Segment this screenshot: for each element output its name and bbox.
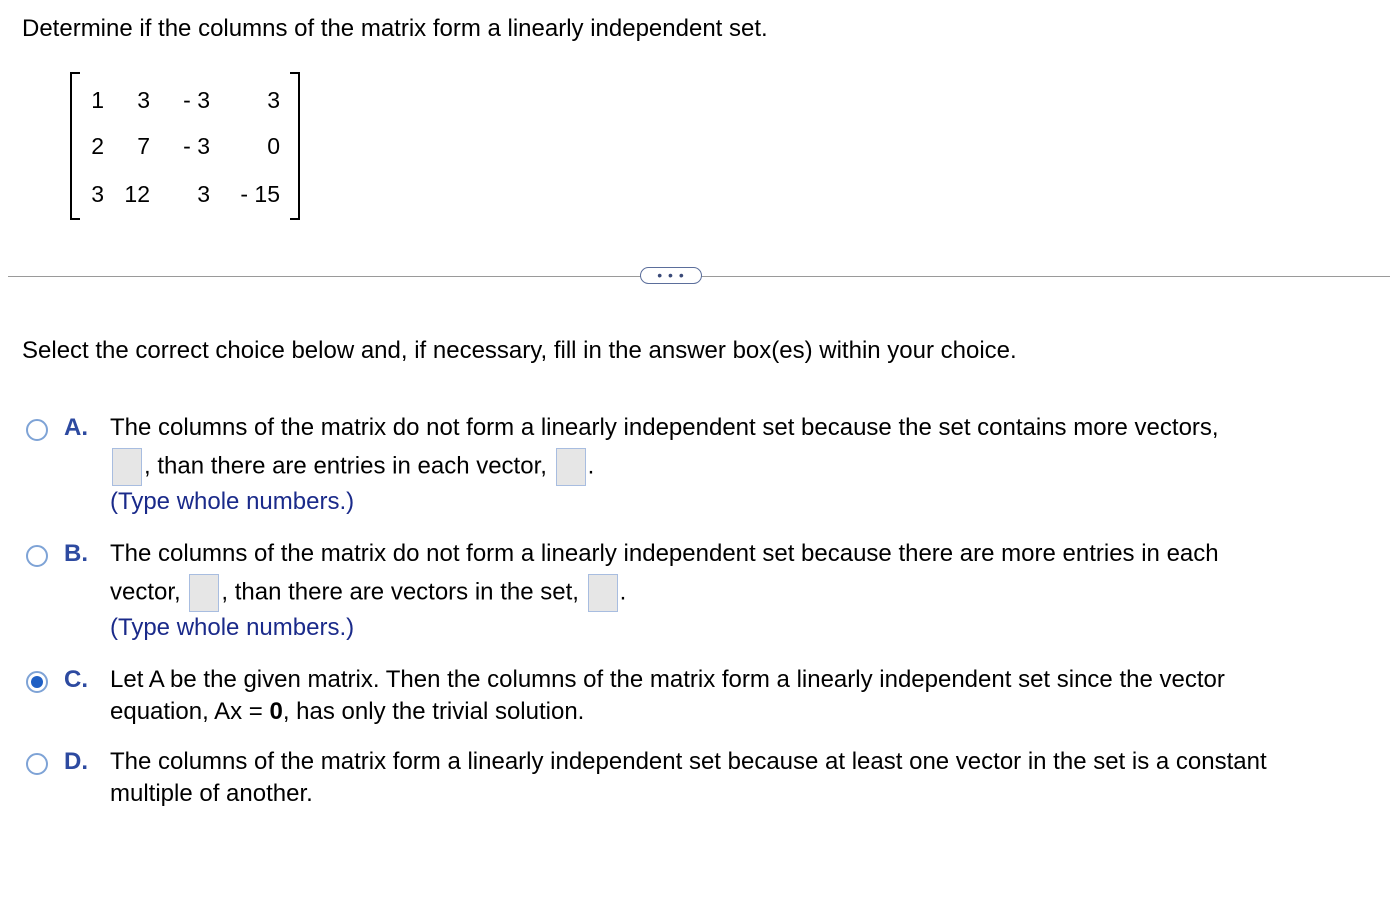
choice-c-body xyxy=(110,664,1225,728)
matrix-cell-r2c4: 0 xyxy=(267,133,280,159)
matrix xyxy=(70,72,300,218)
choice-b-line2-start: vector, xyxy=(110,578,181,606)
choice-a-line2-end: . xyxy=(587,452,595,480)
choice-c-line2-start: equation, xyxy=(110,698,215,725)
choice-a-answer-box-1[interactable] xyxy=(112,448,142,486)
matrix-cell-r1c3: - 3 xyxy=(183,87,210,113)
choice-c-line2-end: , has only the trivial solution. xyxy=(282,698,585,725)
matrix-right-bracket xyxy=(290,72,300,220)
choice-b-body xyxy=(110,538,1219,644)
choice-a-answer-box-2[interactable] xyxy=(556,448,586,486)
matrix-cell-r2c1: 2 xyxy=(91,133,104,159)
matrix-cell-r2c2: 7 xyxy=(137,133,150,159)
choice-b-line2 xyxy=(110,574,1219,612)
matrix-cell-r3c3: 3 xyxy=(197,181,210,207)
choice-d-line2: multiple of another. xyxy=(110,780,313,807)
choice-c-zero-vector: 0 xyxy=(269,698,283,725)
choice-a-letter: A. xyxy=(64,414,88,441)
choice-c-line2 xyxy=(110,696,1225,728)
matrix-cell-r1c1: 1 xyxy=(91,87,104,113)
choice-b-line1: The columns of the matrix do not form a linearly independent set because there are more entries in each xyxy=(110,540,1219,567)
choice-c-radio[interactable] xyxy=(26,671,48,693)
choice-c-equals: = xyxy=(242,698,270,725)
matrix-cell-r1c4: 3 xyxy=(267,87,280,113)
choice-b-letter: B. xyxy=(64,540,88,567)
choice-d-line1: The columns of the matrix form a linearly independent set because at least one vector in the set is a constant xyxy=(110,748,1267,775)
choice-a-line2 xyxy=(110,448,1219,486)
choice-c-ax: Ax xyxy=(214,698,243,725)
choice-a-hint: (Type whole numbers.) xyxy=(110,488,355,515)
choice-d-body xyxy=(110,746,1267,810)
choice-d-letter: D. xyxy=(64,748,88,775)
matrix-cell-r3c4: - 15 xyxy=(240,181,280,207)
matrix-left-bracket xyxy=(70,72,80,220)
choice-b-line2-end: . xyxy=(619,578,627,606)
choice-d-radio[interactable] xyxy=(26,753,48,775)
choice-b-radio[interactable] xyxy=(26,545,48,567)
matrix-cell-r3c2: 12 xyxy=(124,181,150,207)
choice-a-body xyxy=(110,412,1219,518)
matrix-cell-r1c2: 3 xyxy=(137,87,150,113)
choice-b-answer-box-1[interactable] xyxy=(189,574,219,612)
choice-c-letter: C. xyxy=(64,666,88,693)
choice-a-line1: The columns of the matrix do not form a linearly independent set because the set contains more vectors, xyxy=(110,414,1219,441)
question-text: Determine if the columns of the matrix form a linearly independent set. xyxy=(22,15,768,42)
choice-a-radio[interactable] xyxy=(26,419,48,441)
choice-b-answer-box-2[interactable] xyxy=(588,574,618,612)
more-options-button[interactable]: • • • xyxy=(640,267,702,284)
instruction-text: Select the correct choice below and, if necessary, fill in the answer box(es) within your choice. xyxy=(22,337,1017,364)
choice-b-line2-mid: , than there are vectors in the set, xyxy=(221,578,579,606)
matrix-cell-r2c3: - 3 xyxy=(183,133,210,159)
choice-c-line1: Let A be the given matrix. Then the columns of the matrix form a linearly independent set since the vector xyxy=(110,666,1225,693)
choice-b-hint: (Type whole numbers.) xyxy=(110,614,355,641)
choice-a-line2-mid: , than there are entries in each vector, xyxy=(144,452,547,480)
matrix-cell-r3c1: 3 xyxy=(91,181,104,207)
